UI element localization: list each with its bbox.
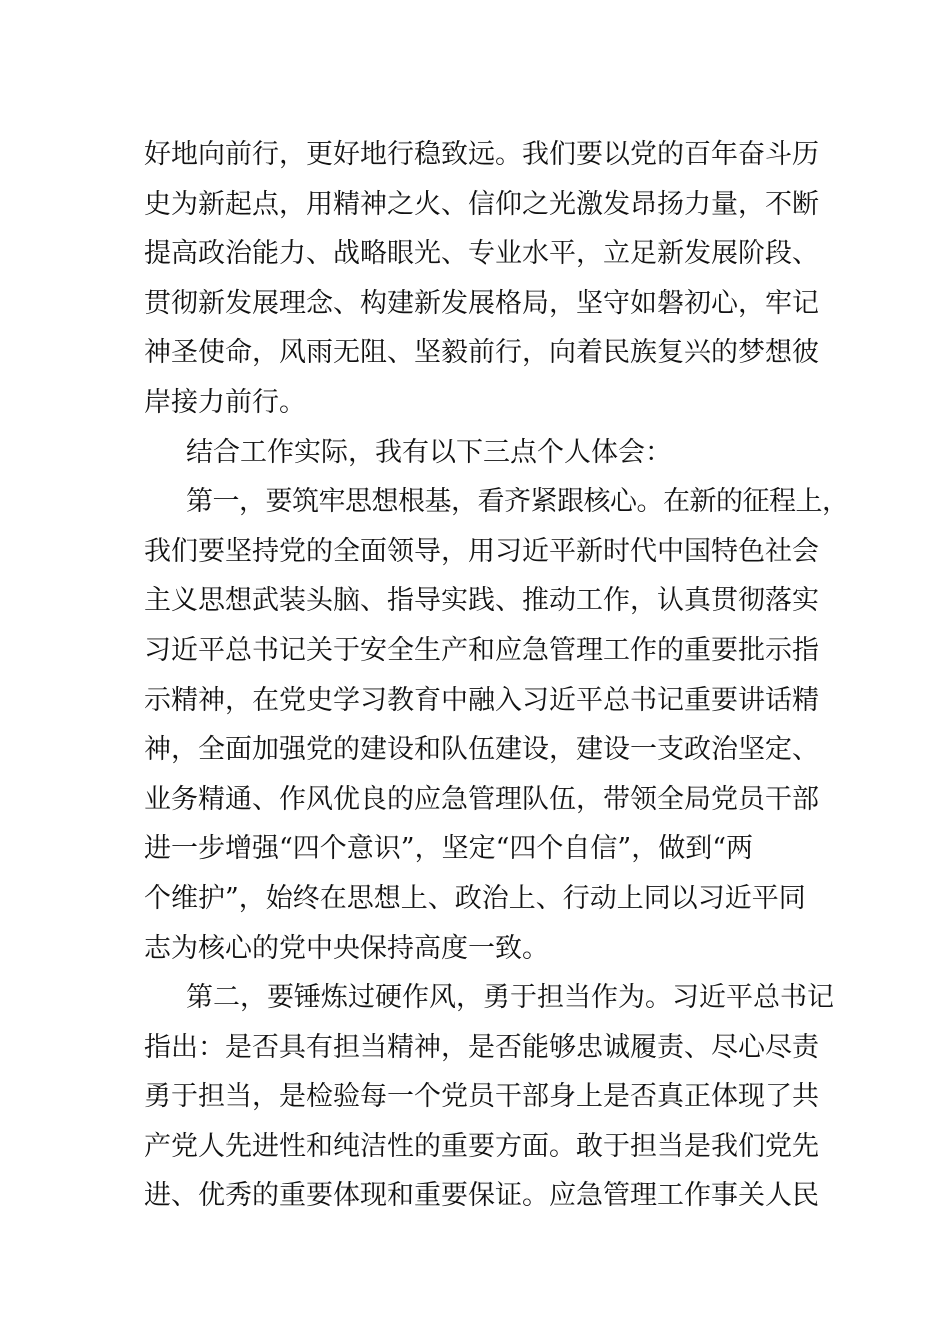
document-body: [144, 130, 849, 1221]
text-line: 产党人先进性和纯洁性的重要方面。敢于担当是我们党先: [144, 1130, 819, 1162]
text-line: 我们要坚持党的全面领导，用习近平新时代中国特色社会: [144, 535, 819, 567]
text-line: 志为核心的党中央保持高度一致。: [144, 932, 549, 964]
text-line: 示精神，在党史学习教育中融入习近平总书记重要讲话精: [144, 684, 819, 716]
paragraph-first-line: 第一，要筑牢思想根基，看齐紧跟核心。在新的征程上，: [186, 486, 849, 518]
text-line: 贯彻新发展理念、构建新发展格局，坚守如磐初心，牢记: [144, 287, 819, 319]
text-line: 勇于担当，是检验每一个党员干部身上是否真正体现了共: [144, 1081, 819, 1113]
text-line: 主义思想武装头脑、指导实践、推动工作，认真贯彻落实: [144, 585, 819, 617]
text-line: 神，全面加强党的建设和队伍建设，建设一支政治坚定、: [144, 734, 819, 766]
text-line: 神圣使命，风雨无阻、坚毅前行，向着民族复兴的梦想彼: [144, 337, 819, 369]
text-line: 进、优秀的重要体现和重要保证。应急管理工作事关人民: [144, 1180, 819, 1212]
text-line: 指出：是否具有担当精神，是否能够忠诚履责、尽心尽责: [144, 1031, 819, 1063]
text-line: 史为新起点，用精神之火、信仰之光激发昂扬力量，不断: [144, 188, 819, 220]
text-line: 习近平总书记关于安全生产和应急管理工作的重要批示指: [144, 634, 819, 666]
paragraph-first-line: 第二，要锤炼过硬作风，勇于担当作为。习近平总书记: [186, 982, 834, 1014]
paragraph-first-line: 结合工作实际，我有以下三点个人体会：: [186, 436, 672, 468]
text-line: 提高政治能力、战略眼光、专业水平，立足新发展阶段、: [144, 238, 819, 270]
text-line: 进一步增强“四个意识”，坚定“四个自信”，做到“两: [144, 833, 754, 865]
text-line: 个维护”，始终在思想上、政治上、行动上同以习近平同: [144, 882, 806, 914]
text-line: 岸接力前行。: [144, 386, 306, 418]
text-line: 业务精通、作风优良的应急管理队伍，带领全局党员干部: [144, 783, 819, 815]
text-line: 好地向前行，更好地行稳致远。我们要以党的百年奋斗历: [144, 139, 819, 170]
